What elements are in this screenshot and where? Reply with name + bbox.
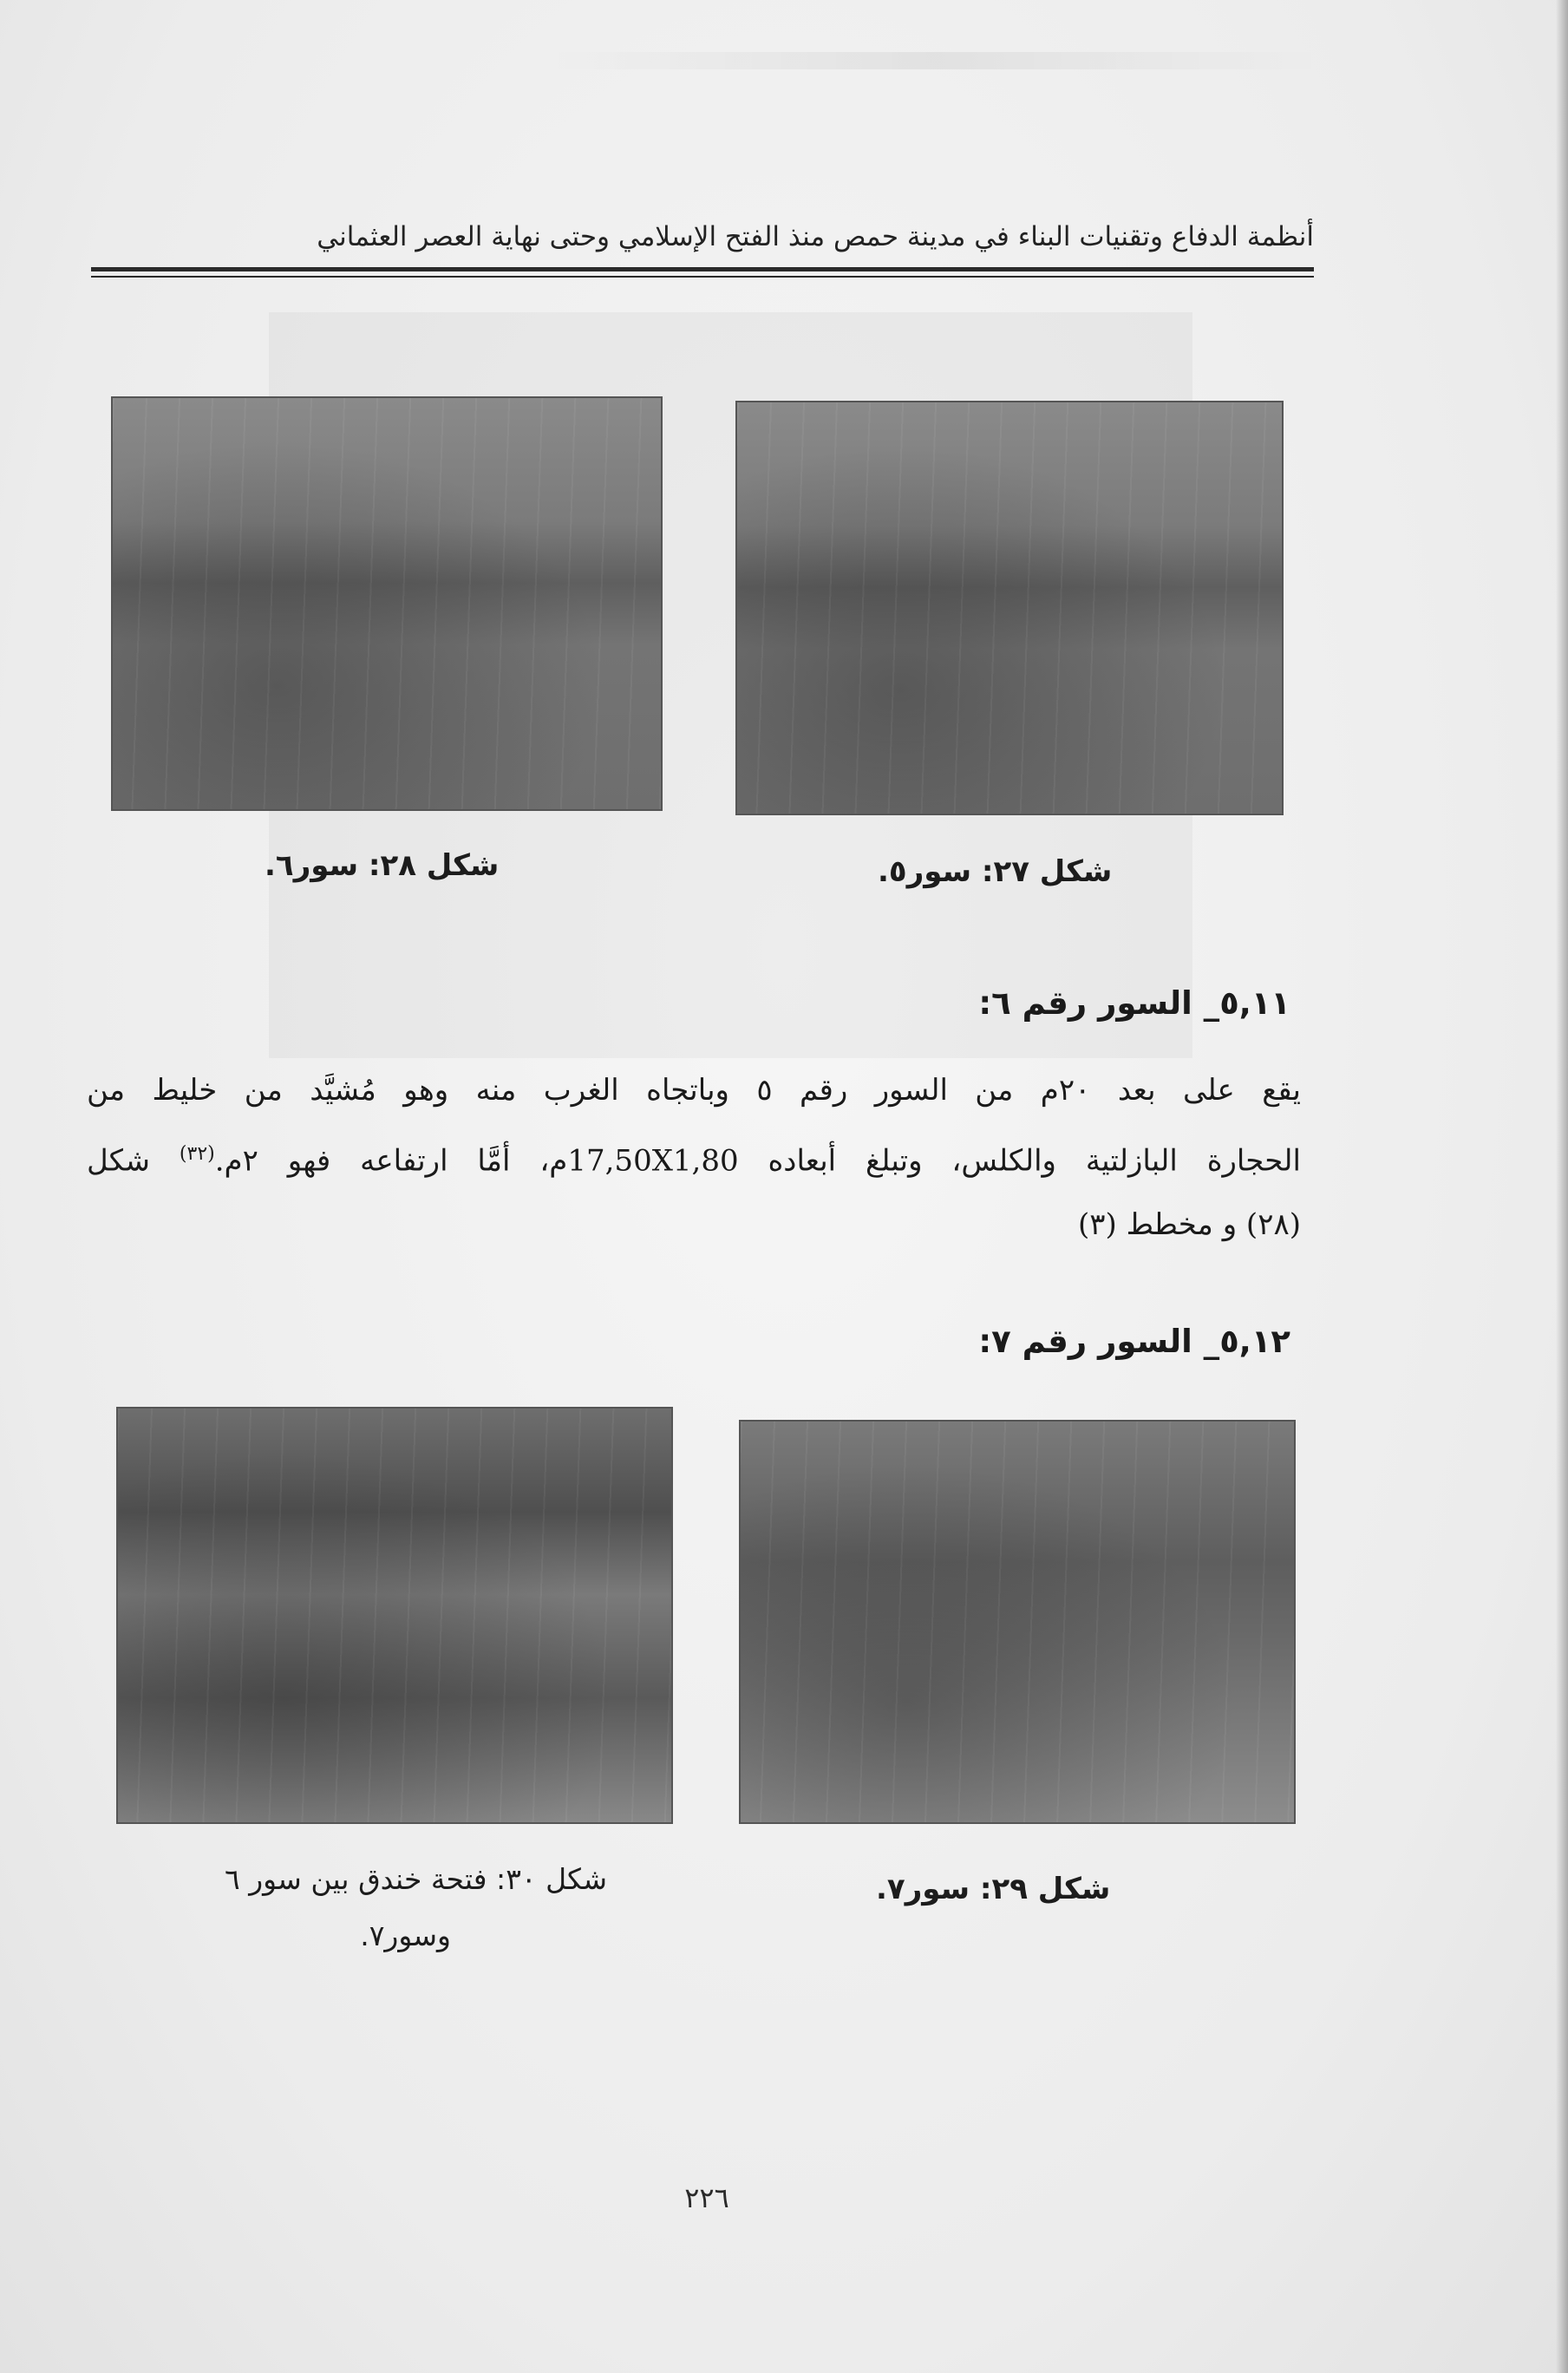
figure-29-caption: شكل ٢٩: سور٧. xyxy=(876,1872,1111,1906)
figure-30-caption-line-2: وسور٧. xyxy=(360,1919,451,1952)
bleed-through-header xyxy=(545,52,1325,69)
page-number: ٢٢٦ xyxy=(684,2181,729,2214)
figure-27-photo xyxy=(735,401,1284,815)
paragraph-line-2-end: شكل xyxy=(87,1143,180,1179)
paragraph-line-2-text: الحجارة البازلتية والكلس، وتبلغ أبعاده 17,50X1,80م، أمَّا ارتفاعه فهو ٢م. xyxy=(214,1143,1301,1179)
paragraph-line-1: يقع على بعد ٢٠م من السور رقم ٥ وباتجاه الغرب منه وهو مُشيَّد من خليط من xyxy=(87,1073,1301,1108)
figure-30-caption-line-1: شكل ٣٠: فتحة خندق بين سور ٦ xyxy=(224,1862,607,1896)
figure-28-caption: شكل ٢٨: سور٦. xyxy=(265,848,500,883)
section-5-12-title: ٥,١٢_ السور رقم ٧: xyxy=(978,1323,1290,1360)
running-header: أنظمة الدفاع وتقنيات البناء في مدينة حمص منذ الفتح الإسلامي وحتى نهاية العصر العثماني xyxy=(317,221,1314,252)
header-rule-thin xyxy=(91,276,1314,278)
page-edge-shadow xyxy=(1556,0,1568,2373)
figure-30-photo xyxy=(116,1407,673,1824)
figure-27-caption: شكل ٢٧: سور٥. xyxy=(878,854,1113,889)
header-rule-thick xyxy=(91,267,1314,271)
footnote-ref-32: (٣٢) xyxy=(179,1143,215,1165)
paragraph-line-2 xyxy=(87,1122,1301,1193)
body-paragraph xyxy=(87,1058,1301,1257)
figure-29-photo xyxy=(739,1420,1296,1824)
figure-28-photo xyxy=(111,396,663,811)
section-5-11-title: ٥,١١_ السور رقم ٦: xyxy=(978,984,1290,1022)
paragraph-line-3: (٢٨) و مخطط (٣) xyxy=(1077,1207,1301,1243)
figure-30-caption xyxy=(121,1862,607,1952)
